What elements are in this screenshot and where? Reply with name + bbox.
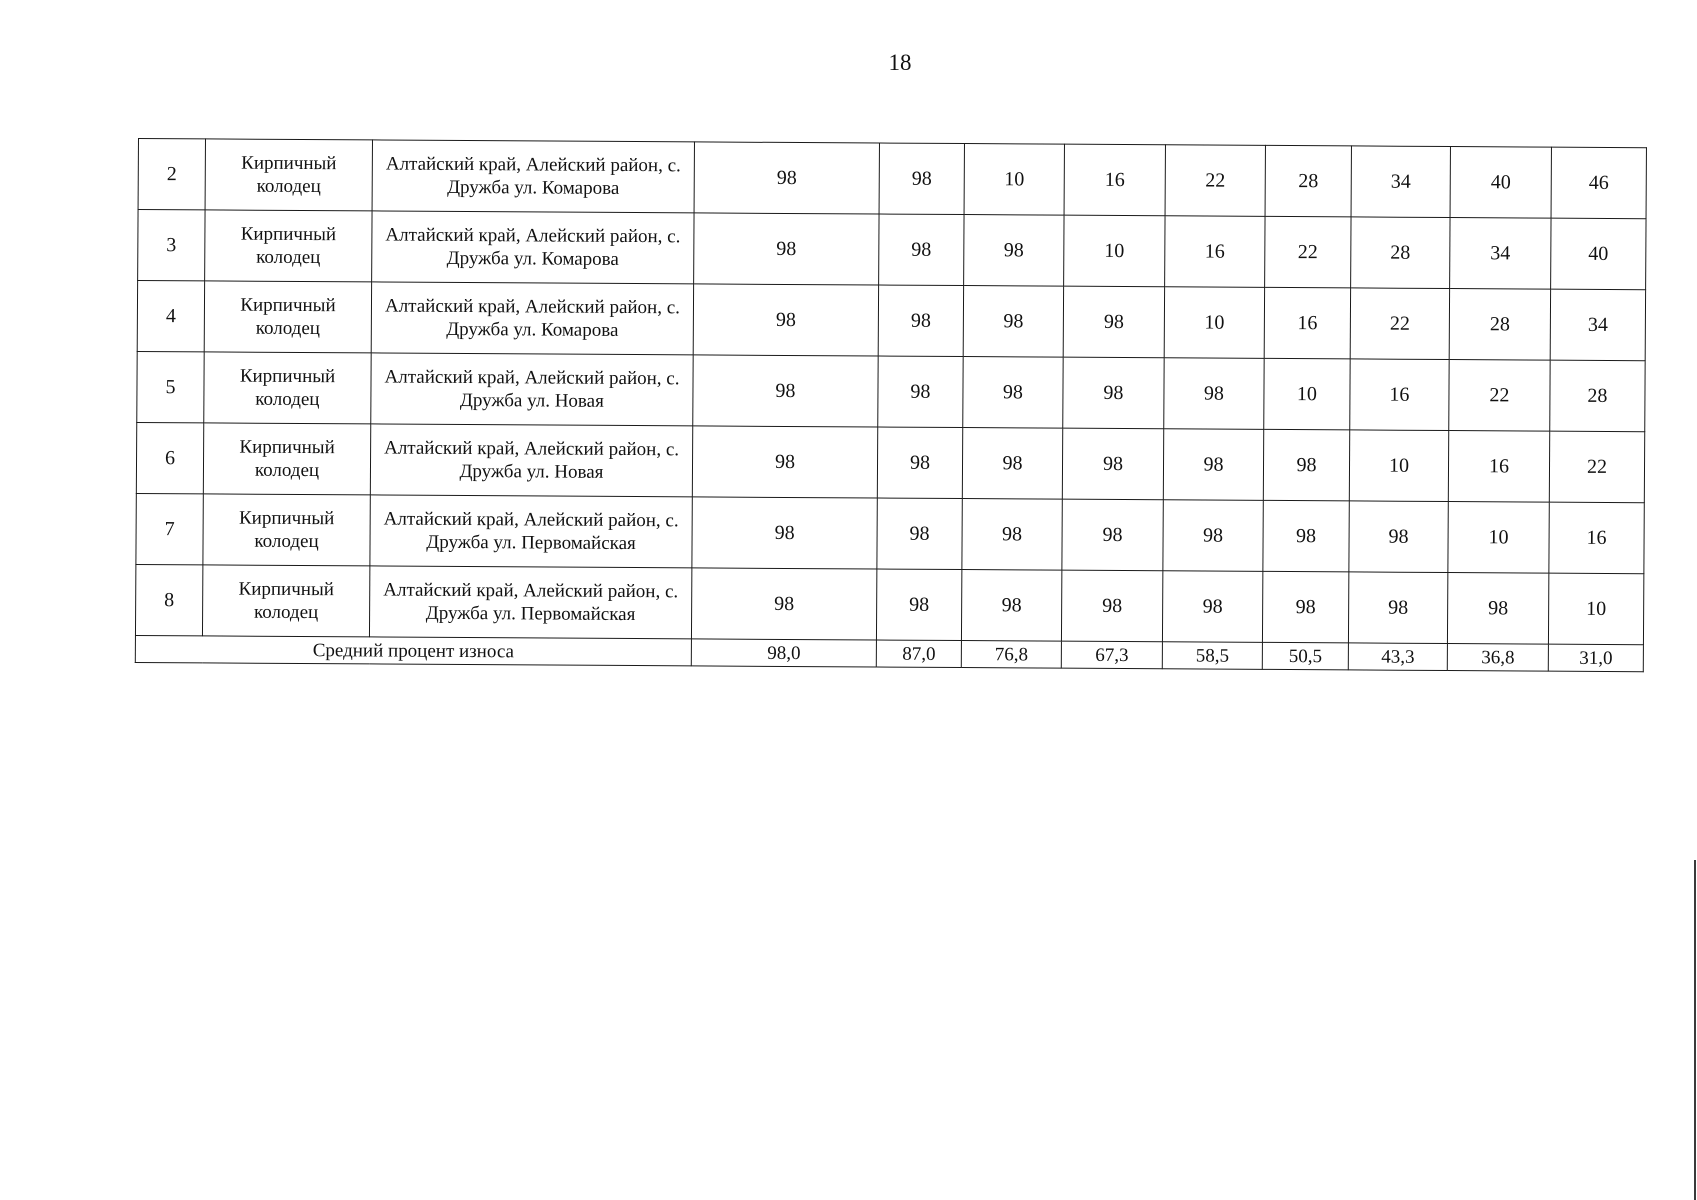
table-row xyxy=(137,281,1645,361)
row-number-cell: 6 xyxy=(136,422,203,493)
wear-value-cell: 16 xyxy=(1448,431,1549,503)
address-cell xyxy=(370,424,692,497)
wear-value-cell: 28 xyxy=(1550,360,1645,432)
address-cell xyxy=(370,495,692,568)
table-row xyxy=(138,210,1646,290)
average-value-cell: 76,8 xyxy=(961,641,1061,669)
wear-value-cell: 28 xyxy=(1449,289,1550,361)
address-line: Алтайский край, Алейский район, с. xyxy=(384,437,680,461)
wear-value-cell: 98 xyxy=(692,426,877,498)
average-value-cell: 50,5 xyxy=(1262,642,1348,670)
object-type-cell xyxy=(204,281,371,353)
object-type-cell xyxy=(203,494,370,566)
address-line: Дружба ул. Комарова xyxy=(447,176,620,199)
wear-value-cell: 10 xyxy=(1349,430,1448,502)
wear-value-cell: 98 xyxy=(878,285,963,357)
wear-value-cell: 98 xyxy=(1162,571,1262,643)
wear-value-cell: 22 xyxy=(1350,288,1449,360)
wear-value-cell: 22 xyxy=(1449,360,1550,432)
table-row xyxy=(136,422,1644,502)
object-type-line: Кирпичный xyxy=(240,294,336,317)
object-type-line: Кирпичный xyxy=(240,223,337,246)
table-body xyxy=(135,139,1646,672)
wear-value-cell: 98 xyxy=(694,142,879,214)
wear-value-cell: 16 xyxy=(1064,144,1165,216)
object-type-line: колодец xyxy=(253,601,319,624)
wear-value-cell: 98 xyxy=(1163,500,1263,572)
object-type-line: Кирпичный xyxy=(239,365,336,388)
address-cell xyxy=(369,566,691,639)
wear-value-cell: 98 xyxy=(962,428,1062,500)
wear-value-cell: 98 xyxy=(879,214,964,286)
wear-value-cell: 16 xyxy=(1165,216,1265,288)
row-number-cell: 3 xyxy=(138,210,205,281)
object-type-line: колодец xyxy=(255,317,321,340)
object-type-line: колодец xyxy=(254,530,319,553)
wear-value-cell: 98 xyxy=(1447,573,1548,645)
wear-value-cell: 98 xyxy=(877,427,962,499)
wear-value-cell: 98 xyxy=(963,286,1063,358)
wear-value-cell: 10 xyxy=(1264,358,1350,430)
wear-value-cell: 98 xyxy=(879,143,964,215)
row-number-cell: 8 xyxy=(135,564,202,635)
wear-value-cell: 98 xyxy=(692,497,877,569)
wear-value-cell: 98 xyxy=(693,355,878,427)
page-number: 18 xyxy=(888,50,912,75)
average-value-cell: 31,0 xyxy=(1548,644,1643,672)
address-line: Алтайский край, Алейский район, с. xyxy=(385,153,681,177)
address-cell xyxy=(371,353,693,426)
object-type-line: Кирпичный xyxy=(238,507,335,530)
average-value-cell: 87,0 xyxy=(876,640,961,668)
average-value-cell: 43,3 xyxy=(1348,643,1447,671)
table-row xyxy=(138,139,1646,219)
wear-value-cell: 98 xyxy=(877,498,962,570)
address-line: Дружба ул. Комарова xyxy=(446,318,619,341)
object-type-cell xyxy=(202,565,369,637)
row-number-cell: 2 xyxy=(138,139,205,210)
wear-value-cell: 98 xyxy=(962,499,1062,571)
object-type-line: Кирпичный xyxy=(241,152,337,175)
average-label: Средний процент износа xyxy=(135,635,691,665)
object-type-line: колодец xyxy=(254,459,320,482)
wear-value-cell: 10 xyxy=(964,144,1064,216)
wear-value-cell: 98 xyxy=(694,213,879,285)
address-line: Дружба ул. Комарова xyxy=(446,247,619,270)
wear-value-cell: 40 xyxy=(1551,218,1646,290)
wear-value-cell: 40 xyxy=(1450,147,1551,219)
address-line: Алтайский край, Алейский район, с. xyxy=(383,508,679,532)
object-type-cell xyxy=(205,210,372,282)
wear-value-cell: 98 xyxy=(1348,572,1447,644)
table-row xyxy=(137,351,1645,431)
address-line: Алтайский край, Алейский район, с. xyxy=(383,579,679,603)
wear-value-cell: 22 xyxy=(1165,145,1265,217)
average-value-cell: 58,5 xyxy=(1162,642,1262,670)
wear-value-cell: 98 xyxy=(691,568,876,640)
wear-table xyxy=(135,138,1647,672)
wear-value-cell: 46 xyxy=(1551,147,1646,219)
wear-value-cell: 98 xyxy=(1349,501,1448,573)
wear-value-cell: 98 xyxy=(1061,570,1162,642)
wear-value-cell: 16 xyxy=(1350,359,1449,431)
address-line: Алтайский край, Алейский район, с. xyxy=(384,366,680,390)
average-value-cell: 36,8 xyxy=(1447,644,1548,672)
object-type-line: колодец xyxy=(255,388,320,411)
wear-value-cell: 16 xyxy=(1549,502,1644,574)
object-type-line: Кирпичный xyxy=(239,436,335,459)
wear-value-cell: 16 xyxy=(1264,287,1350,359)
average-value-cell: 67,3 xyxy=(1061,641,1162,669)
address-line: Дружба ул. Первомайская xyxy=(425,602,636,626)
wear-value-cell: 98 xyxy=(876,569,961,641)
wear-value-cell: 10 xyxy=(1064,215,1165,287)
wear-value-cell: 98 xyxy=(878,356,963,428)
object-type-cell xyxy=(203,423,370,495)
wear-value-cell: 22 xyxy=(1549,431,1644,503)
wear-value-cell: 34 xyxy=(1351,146,1450,218)
address-cell xyxy=(372,140,694,213)
object-type-line: колодец xyxy=(256,246,321,269)
address-line: Алтайский край, Алейский район, с. xyxy=(384,295,681,319)
wear-value-cell: 34 xyxy=(1450,218,1551,290)
row-number-cell: 4 xyxy=(137,281,204,352)
address-line: Дружба ул. Первомайская xyxy=(426,531,636,555)
table-row xyxy=(135,564,1643,644)
object-type-line: колодец xyxy=(256,175,321,198)
wear-value-cell: 22 xyxy=(1265,216,1351,288)
wear-value-cell: 98 xyxy=(964,215,1064,287)
wear-value-cell: 98 xyxy=(961,570,1061,642)
scan-edge-line xyxy=(1694,860,1696,1200)
average-value-cell: 98,0 xyxy=(691,639,876,667)
object-type-cell xyxy=(205,139,372,211)
wear-value-cell: 98 xyxy=(1163,429,1263,501)
wear-value-cell: 10 xyxy=(1448,502,1549,574)
address-line: Алтайский край, Алейский район, с. xyxy=(385,224,681,248)
wear-value-cell: 98 xyxy=(1262,571,1348,643)
wear-value-cell: 98 xyxy=(1062,428,1163,500)
address-cell xyxy=(372,211,694,284)
address-cell xyxy=(371,282,693,355)
wear-value-cell: 98 xyxy=(1263,429,1349,501)
wear-value-cell: 98 xyxy=(1164,358,1264,430)
wear-value-cell: 98 xyxy=(1063,286,1164,358)
wear-value-cell: 98 xyxy=(1263,500,1349,572)
object-type-line: Кирпичный xyxy=(238,578,334,601)
address-line: Дружба ул. Новая xyxy=(459,389,604,412)
wear-value-cell: 98 xyxy=(963,357,1063,429)
row-number-cell: 5 xyxy=(137,351,204,422)
wear-value-cell: 98 xyxy=(1063,357,1164,429)
wear-value-cell: 10 xyxy=(1164,287,1264,359)
wear-value-cell: 34 xyxy=(1550,289,1645,361)
table-row xyxy=(136,493,1644,573)
wear-value-cell: 98 xyxy=(693,284,878,356)
row-number-cell: 7 xyxy=(136,493,203,564)
wear-value-cell: 28 xyxy=(1351,217,1450,289)
wear-value-cell: 98 xyxy=(1062,499,1163,571)
wear-value-cell: 10 xyxy=(1548,573,1643,645)
wear-value-cell: 28 xyxy=(1265,145,1351,217)
address-line: Дружба ул. Новая xyxy=(459,460,604,483)
object-type-cell xyxy=(204,352,371,424)
